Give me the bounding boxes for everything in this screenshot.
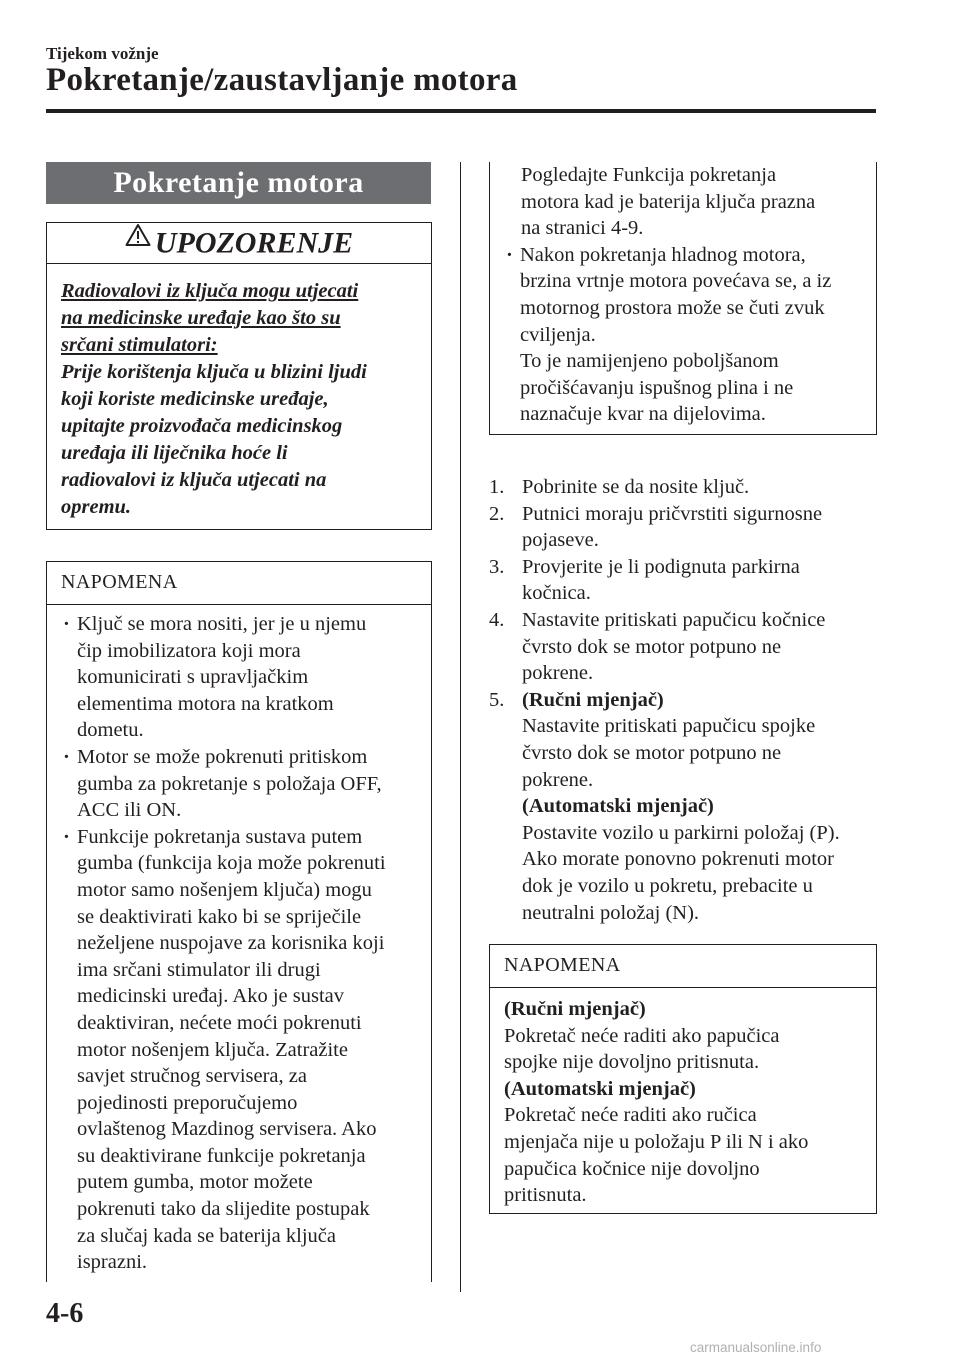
step-subheading: (Ručni mjenjač) (522, 688, 664, 711)
note-body (490, 988, 876, 1209)
note-line: motora kad je baterija ključa prazna (521, 190, 816, 213)
list-item (489, 501, 879, 554)
note-line: komunicirati s upravljačkim (77, 666, 309, 689)
note-body (490, 162, 876, 428)
note-line: isprazni. (77, 1251, 148, 1274)
step-text (522, 554, 879, 607)
step-number: 1. (489, 476, 505, 498)
note-title: NAPOMENA (490, 945, 876, 988)
note-subheading: (Ručni mjenjač) (504, 998, 646, 1020)
note-box (46, 561, 432, 1282)
step-line: kočnica. (522, 582, 591, 605)
note-bullet (61, 611, 417, 744)
note-line: ACC ili ON. (77, 799, 182, 822)
note-line: motor nošenjem ključa. Zatražite (77, 1038, 348, 1061)
note-bullet (61, 744, 417, 824)
warning-triangle-icon (125, 223, 151, 263)
warning-line: Radiovalovi iz ključa mogu utjecati (61, 280, 359, 302)
step-number: 4. (489, 608, 505, 631)
warning-line: uređaja ili liječnika hoće li (61, 442, 288, 464)
warning-line: Prije korištenja ključa u blizini ljudi (61, 361, 367, 383)
note-line: pritisnuta. (504, 1184, 587, 1207)
note-line: · Motor se može pokrenuti pritiskom (77, 745, 368, 768)
note-line: medicinski uređaj. Ako je sustav (77, 985, 345, 1008)
section-title: Pokretanje motora (46, 162, 431, 204)
list-item (489, 687, 879, 926)
header-rule (46, 109, 876, 113)
steps-list (489, 474, 879, 926)
list-item (489, 554, 879, 607)
note-line: su deaktivirane funkcije pokretanja (77, 1144, 366, 1167)
step-number: 5. (489, 688, 505, 711)
warning-line: upitajte proizvođača medicinskog (61, 415, 343, 437)
note-line: na stranici 4-9. (521, 217, 644, 240)
warning-title: UPOZORENJE (154, 226, 354, 260)
warning-line: radiovalovi iz ključa utjecati na (61, 469, 327, 491)
note-box-continued (489, 162, 877, 435)
step-line: dok je vozilo u pokretu, prebacite u (522, 874, 813, 897)
step-text (522, 474, 879, 501)
chapter-label: Tijekom vožnje (46, 44, 159, 63)
note-line: putem gumba, motor možete (77, 1171, 313, 1194)
note-line: cviljenja. (520, 323, 596, 346)
step-line: Nastavite pritiskati papučicu spojke (522, 715, 816, 738)
step-line: pokrene. (522, 768, 594, 791)
list-item (489, 607, 879, 687)
note-line: · Ključ se mora nositi, jer je u njemu (77, 613, 367, 635)
note-line: se deaktivirati kako bi se spriječile (77, 905, 362, 928)
step-line: čvrsto dok se motor potpuno ne (522, 635, 782, 658)
note-line: dometu. (77, 719, 144, 742)
note-line: Pokretač neće raditi ako ručica (504, 1104, 757, 1127)
note-line: · Nakon pokretanja hladnog motora, (520, 243, 806, 266)
list-item (489, 474, 879, 501)
note-line: motornog prostora može se čuti zvuk (520, 296, 825, 319)
watermark: carmanualsonline.info (690, 1340, 822, 1355)
note-line: savjet stručnog servisera, za (77, 1065, 307, 1088)
step-number: 2. (489, 502, 505, 525)
column-divider (460, 162, 461, 1292)
step-line: pokrene. (522, 662, 594, 685)
warning-body (47, 264, 431, 521)
warning-line: srčani stimulatori: (61, 334, 218, 356)
note-box (489, 944, 877, 1214)
note-title: NAPOMENA (47, 562, 431, 605)
note-line: neželjene nuspojave za korisnika koji (77, 932, 385, 955)
step-line: Provjerite je li podignuta parkirna (522, 555, 800, 578)
warning-line: opremu. (61, 496, 132, 518)
note-line: pojedinosti preporučujemo (77, 1091, 298, 1114)
warning-header (47, 223, 431, 264)
note-line: za slučaj kada se baterija ključa (77, 1224, 336, 1247)
note-line: elementima motora na kratkom (77, 692, 334, 715)
note-line: naznačuje kvar na dijelovima. (520, 403, 766, 426)
page-number: 4-6 (46, 1298, 84, 1329)
note-line: brzina vrtnje motora povećava se, a iz (520, 270, 832, 293)
warning-box (46, 222, 432, 530)
step-subheading: (Automatski mjenjač) (522, 795, 714, 818)
note-bullet (61, 824, 417, 1276)
note-body (47, 605, 431, 1276)
note-subheading: (Automatski mjenjač) (504, 1077, 696, 1100)
note-line: mjenjača nije u položaju P ili N i ako (504, 1130, 809, 1153)
note-line: Pokretač neće raditi ako papučica (504, 1024, 780, 1047)
step-line: neutralni položaj (N). (522, 901, 700, 924)
note-line: ima srčani stimulator ili drugi (77, 958, 321, 981)
note-continued-text (504, 162, 862, 242)
step-line: Putnici moraju pričvrstiti sigurnosne (522, 502, 823, 525)
step-line: Nastavite pritiskati papučicu kočnice (522, 608, 826, 631)
step-text (522, 607, 879, 687)
step-line: Pobrinite se da nosite ključ. (522, 476, 750, 498)
step-line: čvrsto dok se motor potpuno ne (522, 741, 782, 764)
warning-line: na medicinske uređaje kao što su (61, 307, 341, 329)
note-line: papučica kočnice nije dovoljno (504, 1157, 760, 1180)
note-line: motor samo nošenjem ključa) mogu (77, 878, 372, 901)
note-line: spojke nije dovoljno pritisnuta. (504, 1051, 760, 1074)
step-number: 3. (489, 555, 505, 578)
note-bullet (504, 242, 862, 428)
step-text (522, 501, 879, 554)
note-line: pokrenuti tako da slijedite postupak (77, 1198, 370, 1221)
step-line: pojaseve. (522, 529, 599, 552)
note-line: gumba (funkcija koja može pokrenuti (77, 852, 386, 875)
note-line: · Funkcije pokretanja sustava putem (77, 825, 363, 848)
page-title: Pokretanje/zaustavljanje motora (46, 62, 518, 98)
step-line: Postavite vozilo u parkirni položaj (P). (522, 821, 840, 844)
note-line: pročišćavanju ispušnog plina i ne (520, 376, 794, 399)
note-line: Pogledajte Funkcija pokretanja (521, 164, 777, 186)
note-line: To je namijenjeno poboljšanom (520, 350, 779, 373)
note-line: gumba za pokretanje s položaja OFF, (77, 772, 382, 795)
note-line: ovlaštenog Mazdinog servisera. Ako (77, 1118, 377, 1141)
note-line: deaktiviran, nećete moći pokrenuti (77, 1011, 362, 1034)
warning-line: koji koriste medicinske uređaje, (61, 388, 329, 410)
step-line: Ako morate ponovno pokrenuti motor (522, 848, 835, 871)
note-line: čip imobilizatora koji mora (77, 639, 301, 662)
step-text (522, 687, 879, 926)
